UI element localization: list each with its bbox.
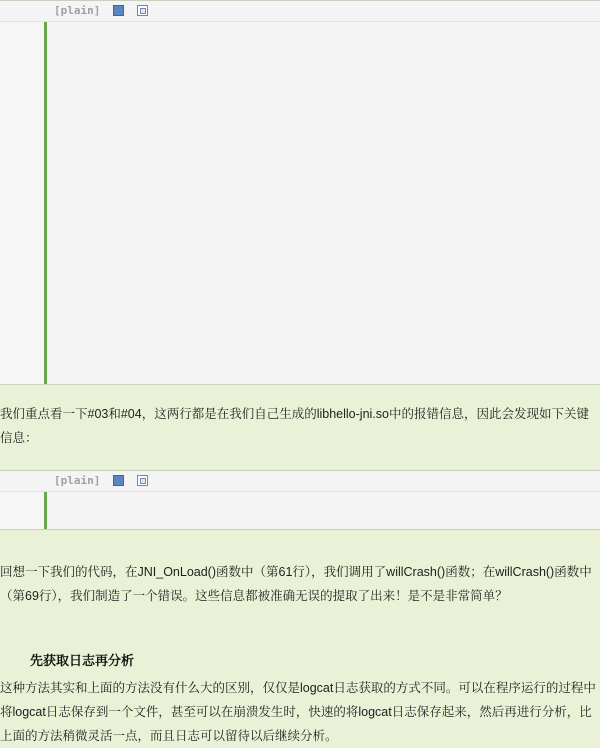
- section-heading: 先获取日志再分析: [30, 653, 135, 668]
- plain-label[interactable]: [plain]: [54, 4, 101, 17]
- line-number-gutter: [0, 1, 47, 384]
- code-block-key-lines: [0, 470, 600, 530]
- code-toolbar: [0, 1, 600, 22]
- copy-icon[interactable]: [137, 475, 148, 486]
- view-source-icon[interactable]: [113, 475, 124, 486]
- paragraph-code-recap: 回想一下我们的代码，在JNI_OnLoad()函数中（第61行），我们调用了willCrash()函数；在willCrash()函数中（第69行），我们制造了一个错误。这些信息都被准确无误的提取了出来！是不是非常简单？: [0, 565, 592, 603]
- paragraph-logcat-method: 这种方法其实和上面的方法没有什么大的区别，仅仅是logcat日志获取的方式不同。可以在程序运行的过程中将logcat日志保存到一个文件，甚至可以在崩溃发生时，快速的将logcat日志保存起来，然后再进行分析，比上面的方法稍微灵活一点，而且日志可以留待以后继续分析。: [0, 681, 596, 743]
- plain-label[interactable]: [plain]: [54, 474, 101, 487]
- copy-icon[interactable]: [137, 5, 148, 16]
- code-toolbar: [0, 471, 600, 492]
- view-source-icon[interactable]: [113, 5, 124, 16]
- paragraph-key-info: 我们重点看一下#03和#04，这两行都是在我们自己生成的libhello-jni.so中的报错信息，因此会发现如下关键信息：: [0, 407, 589, 445]
